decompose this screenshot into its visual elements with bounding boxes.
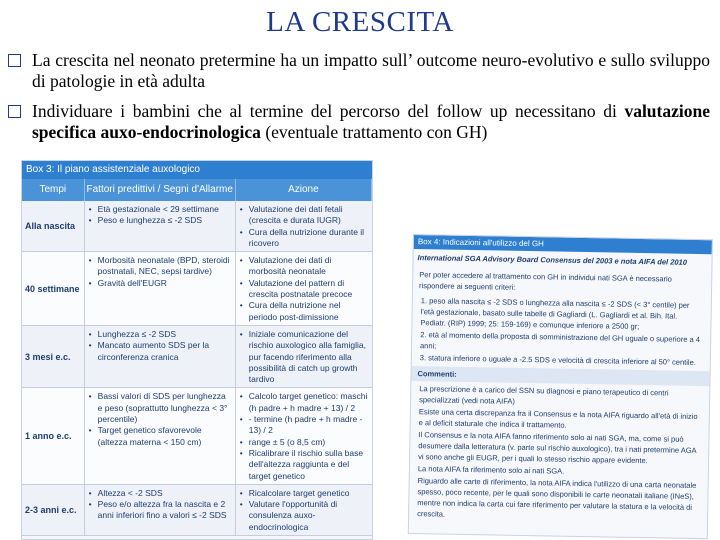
box4-criteria bbox=[412, 293, 711, 371]
row-action: • Valutazione dei dati fetali (crescita e durata IUGR) bbox=[239, 204, 369, 227]
row-actions bbox=[236, 201, 372, 251]
row-action: • Cura della nutrizione nel periodo post-dimissione bbox=[239, 300, 369, 323]
row-actions bbox=[236, 485, 372, 535]
box4-comments-item: Riguardo alle carte di riferimento, la nota AIFA indica l'utilizzo di una carta neonatale spesso, poco recente, per le quali sono disponibili le carte neonatali italiane (INeS), mentre non indica la carta cui fare riferimento per valutare la statura e la velocità di crescita. bbox=[417, 476, 697, 519]
box3-header-tempi: Tempi bbox=[22, 179, 85, 201]
row-factor: • Peso e/o altezza fra la nascita e 2 anni inferiori fino a valori ≤ -2 SDS bbox=[88, 499, 232, 522]
box3-title: Box 3: Il piano assistenziale auxologico bbox=[22, 161, 372, 179]
box4-comments-head: Commenti: bbox=[411, 366, 709, 386]
box4-criteria-item: 3. statura inferiore o uguale a -2.5 SDS e velocità di crescita inferiore al 50° centile. bbox=[419, 353, 696, 367]
table-row bbox=[22, 252, 372, 326]
box4-criteria-item: 2. età al momento della proposta di somministrazione del GH uguale o superiore a 4 anni; bbox=[419, 330, 701, 351]
row-factors bbox=[85, 485, 236, 535]
row-factors bbox=[85, 326, 236, 387]
box4-comments-item: Il Consensus e la nota AIFA fanno riferimento solo ai nati SGA, ma, come si può desumere dalla letteratura (v. parte sul rischio auxologico), tra i nati pretermine AGA vi sono anche gli EUGR, per i quali lo stesso rischio appare evidente. bbox=[418, 430, 697, 466]
bullet-2-text bbox=[8, 101, 710, 143]
row-factor: • Target genetico sfavorevole (altezza materna < 150 cm) bbox=[88, 425, 232, 448]
box4-subtitle: International SGA Advisory Board Consensus del 2003 e nota AIFA del 2010 bbox=[417, 253, 688, 267]
row-factor: • Età gestazionale < 29 settimane bbox=[88, 204, 232, 215]
bullet-2 bbox=[8, 101, 710, 143]
box4-criteria-item: 1. peso alla nascita ≤ -2 SDS o lunghezza alla nascita ≤ -2 SDS (< 3° centile) per l'età gestazionale, basato sulle tabelle di Gagliardi (L. Gagliardi et al. Bih. Ital. Pediatr. (RIP) 1999; 25: 159-169) e comunque inferiore a 2500 gr; bbox=[420, 296, 690, 331]
row-action: • range ± 5 (o 8,5 cm) bbox=[239, 437, 369, 448]
bullet-1 bbox=[8, 50, 710, 92]
table-row bbox=[22, 201, 372, 252]
slide-title: LA CRESCITA bbox=[266, 6, 454, 38]
row-factor: • Bassi valori di SDS per lunghezza e peso (soprattutto lunghezza < 3° percentile) bbox=[88, 391, 232, 425]
row-factors bbox=[85, 201, 236, 251]
row-factors bbox=[85, 252, 236, 325]
row-actions bbox=[236, 388, 372, 483]
row-factor: • Morbosità neonatale (BPD, steroidi postnatali, NEC, sepsi tardive) bbox=[88, 255, 232, 278]
row-time: Alla nascita bbox=[22, 201, 85, 251]
row-action: • Valutazione del pattern di crescita postnatale precoce bbox=[239, 278, 369, 301]
bullet-2-pre: Individuare i bambini che al termine del percorso del follow up necessitano di bbox=[32, 101, 625, 121]
box3-header-fattori: Fattori predittivi / Segni d'Allarme bbox=[85, 179, 236, 201]
row-action: • Cura della nutrizione durante il ricovero bbox=[239, 227, 369, 250]
box3-header-row bbox=[22, 179, 372, 201]
box4-image bbox=[408, 234, 713, 539]
row-time: 40 settimane bbox=[22, 252, 85, 325]
box4-comments-item: La prescrizione è a carico del SSN su diagnosi e piano terapeutico di centri specializzati (vedi nota AIFA) bbox=[419, 384, 669, 406]
bullet-2-post: (eventuale trattamento con GH) bbox=[260, 122, 488, 142]
row-factor: • Lunghezza ≤ -2 SDS bbox=[88, 329, 232, 340]
row-action: • Iniziale comunicazione del rischio auxologico alla famiglia, pur facendo riferimento alla possibilità di catch up growth tardivo bbox=[239, 329, 369, 385]
box4-comments-item: La nota AIFA fa riferimento solo ai nati SGA. bbox=[417, 464, 565, 476]
row-time: 2-3 anni e.c. bbox=[22, 485, 85, 535]
row-factor: • Mancato aumento SDS per la circonferenza cranica bbox=[88, 340, 232, 363]
row-action: • Ricalcolare target genetico bbox=[239, 488, 369, 499]
box4-comments-item: Esiste una certa discrepanza fra il Consensus e la nota AIFA riguardo all'età di inizio e al deficit staturale che indica il trattamento. bbox=[418, 407, 698, 430]
box3-table-image bbox=[21, 160, 373, 540]
box3-header-azione: Azione bbox=[236, 179, 372, 201]
row-factor: • Peso e lunghezza ≤ -2 SDS bbox=[88, 215, 232, 226]
row-action: • Ricalibrare il rischio sulla base dell'altezza raggiunta e del target genetico bbox=[239, 448, 369, 482]
checkbox-bullet-icon bbox=[8, 54, 21, 67]
bullet-1-text: La crescita nel neonato pretermine ha un impatto sull’ outcome neuro-evolutivo e sullo sviluppo di patologie in età adulta bbox=[32, 50, 710, 91]
row-action: • Valutare l'opportunità di consulenza auxo-endocrinologica bbox=[239, 499, 369, 533]
row-factor: • Altezza < -2 SDS bbox=[88, 488, 232, 499]
table-row bbox=[22, 485, 372, 536]
box4-title: Box 4: Indicazioni all'utilizzo del GH bbox=[414, 235, 712, 254]
row-time: 3 mesi e.c. bbox=[22, 326, 85, 387]
row-actions bbox=[236, 252, 372, 325]
box4-comments bbox=[409, 381, 709, 527]
bullet-2-bold: valutazione specifica auxo-endocrinologica bbox=[32, 101, 710, 142]
table-row bbox=[22, 326, 372, 388]
table-row bbox=[22, 388, 372, 484]
row-action: • Valutazione dei dati di morbosità neonatale bbox=[239, 255, 369, 278]
box4-intro: Per poter accedere al trattamento con GH in individui nati SGA è necessario rispondere ai seguenti criteri: bbox=[419, 270, 672, 292]
checkbox-bullet-icon bbox=[8, 105, 21, 118]
row-factors bbox=[85, 388, 236, 483]
row-action: • - termine (h padre + h madre - 13) / 2 bbox=[239, 414, 369, 437]
row-action: • Calcolo target genetico: maschi (h padre + h madre + 13) / 2 bbox=[239, 391, 369, 414]
row-time: 1 anno e.c. bbox=[22, 388, 85, 483]
row-actions bbox=[236, 326, 372, 387]
box3-rows bbox=[22, 201, 372, 536]
row-factor: • Gravità dell'EUGR bbox=[88, 278, 232, 289]
